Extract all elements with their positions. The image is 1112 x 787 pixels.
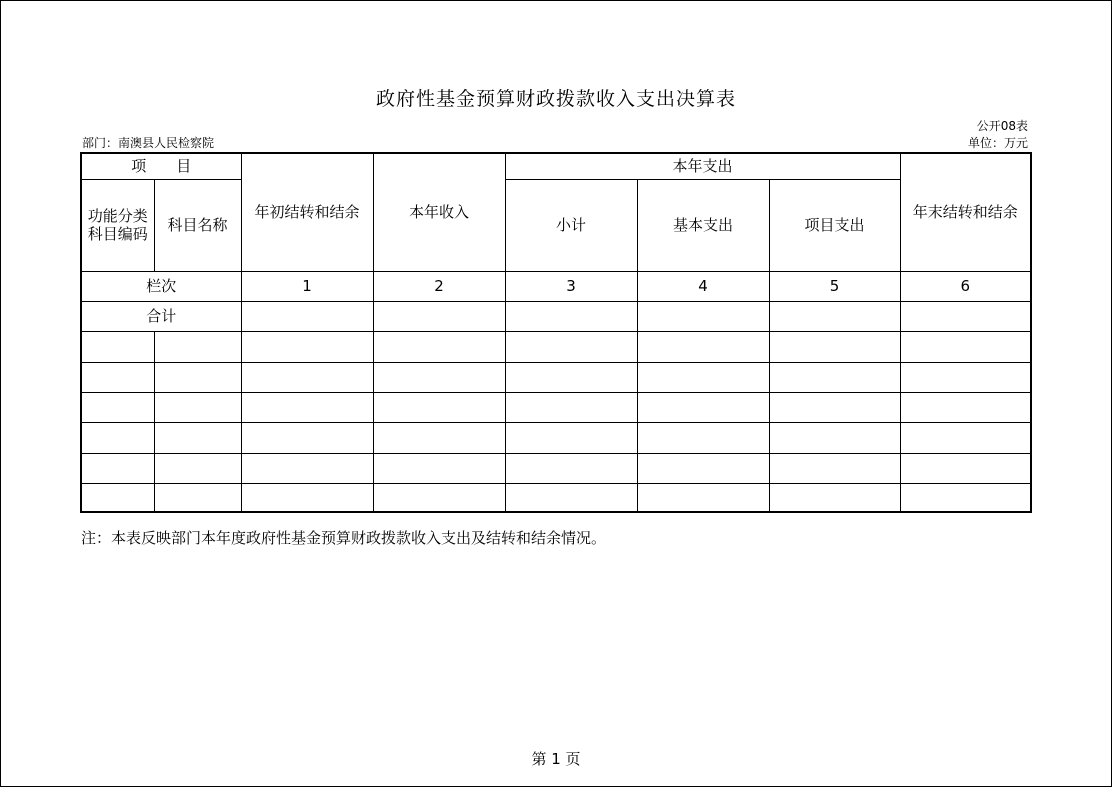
- table-cell: [769, 453, 900, 483]
- total-cell: [505, 301, 637, 331]
- total-cell: [769, 301, 900, 331]
- header-expense-group: 本年支出: [505, 153, 900, 179]
- table-cell: [81, 453, 154, 483]
- table-cell: [637, 453, 769, 483]
- header-subject-name: 科目名称: [154, 179, 241, 271]
- total-cell: [900, 301, 1031, 331]
- table-cell: [900, 362, 1031, 392]
- table-cell: [900, 483, 1031, 512]
- table-cell: [505, 483, 637, 512]
- table-cell: [505, 422, 637, 453]
- table-cell: [373, 392, 505, 422]
- unit-label: 单位：万元: [967, 136, 1028, 150]
- header-func-code: 功能分类 科目编码: [81, 179, 154, 271]
- table-cell: [241, 362, 373, 392]
- index-col-2: 2: [373, 271, 505, 301]
- table-cell: [505, 331, 637, 362]
- table-row: [81, 422, 1031, 453]
- index-col-4: 4: [637, 271, 769, 301]
- header-income: 本年收入: [373, 153, 505, 271]
- table-cell: [637, 392, 769, 422]
- table-cell: [769, 392, 900, 422]
- index-col-6: 6: [900, 271, 1031, 301]
- table-cell: [373, 483, 505, 512]
- total-cell: [637, 301, 769, 331]
- table-cell: [637, 362, 769, 392]
- table-cell: [900, 331, 1031, 362]
- table-cell: [241, 422, 373, 453]
- header-basic-expense: 基本支出: [637, 179, 769, 271]
- table-cell: [373, 453, 505, 483]
- department-label: 部门：南澳县人民检察院: [82, 136, 215, 150]
- table-cell: [81, 483, 154, 512]
- table-row: [81, 362, 1031, 392]
- table-cell: [81, 422, 154, 453]
- table-note: 注：本表反映部门本年度政府性基金预算财政拨款收入支出及结转和结余情况。: [81, 529, 607, 547]
- table-cell: [505, 392, 637, 422]
- table-row: [81, 483, 1031, 512]
- page-title: 政府性基金预算财政拨款收入支出决算表: [375, 88, 736, 110]
- table-row: [81, 453, 1031, 483]
- header-begin-balance: 年初结转和结余: [241, 153, 373, 271]
- index-row-label: 栏次: [81, 271, 241, 301]
- form-number: 公开08表: [976, 119, 1028, 133]
- table-cell: [900, 392, 1031, 422]
- table-cell: [769, 331, 900, 362]
- table-cell: [154, 483, 241, 512]
- header-end-balance: 年末结转和结余: [900, 153, 1031, 271]
- total-row-label: 合计: [81, 301, 241, 331]
- table-cell: [154, 362, 241, 392]
- table-cell: [769, 483, 900, 512]
- total-cell: [241, 301, 373, 331]
- index-col-5: 5: [769, 271, 900, 301]
- table-cell: [154, 422, 241, 453]
- total-row: [81, 301, 1031, 331]
- table-cell: [373, 331, 505, 362]
- table-cell: [637, 331, 769, 362]
- table-cell: [154, 453, 241, 483]
- header-subtotal: 小计: [505, 179, 637, 271]
- index-col-3: 3: [505, 271, 637, 301]
- table-cell: [505, 362, 637, 392]
- index-col-1: 1: [241, 271, 373, 301]
- page-number: 第 1 页: [531, 750, 581, 768]
- table-cell: [154, 392, 241, 422]
- header-project-expense: 项目支出: [769, 179, 900, 271]
- table-cell: [637, 483, 769, 512]
- table-cell: [900, 453, 1031, 483]
- table-cell: [81, 331, 154, 362]
- table-cell: [241, 392, 373, 422]
- table-cell: [241, 453, 373, 483]
- table-cell: [241, 331, 373, 362]
- table-cell: [769, 422, 900, 453]
- table-cell: [900, 422, 1031, 453]
- table-row: [81, 331, 1031, 362]
- budget-table: [80, 152, 1032, 513]
- table-cell: [154, 331, 241, 362]
- table-cell: [241, 483, 373, 512]
- table-cell: [769, 362, 900, 392]
- table-cell: [81, 362, 154, 392]
- table-cell: [373, 422, 505, 453]
- table-row: [81, 392, 1031, 422]
- total-cell: [373, 301, 505, 331]
- header-item: 项 目: [81, 153, 241, 179]
- table-cell: [505, 453, 637, 483]
- table-cell: [637, 422, 769, 453]
- table-cell: [373, 362, 505, 392]
- table-cell: [81, 392, 154, 422]
